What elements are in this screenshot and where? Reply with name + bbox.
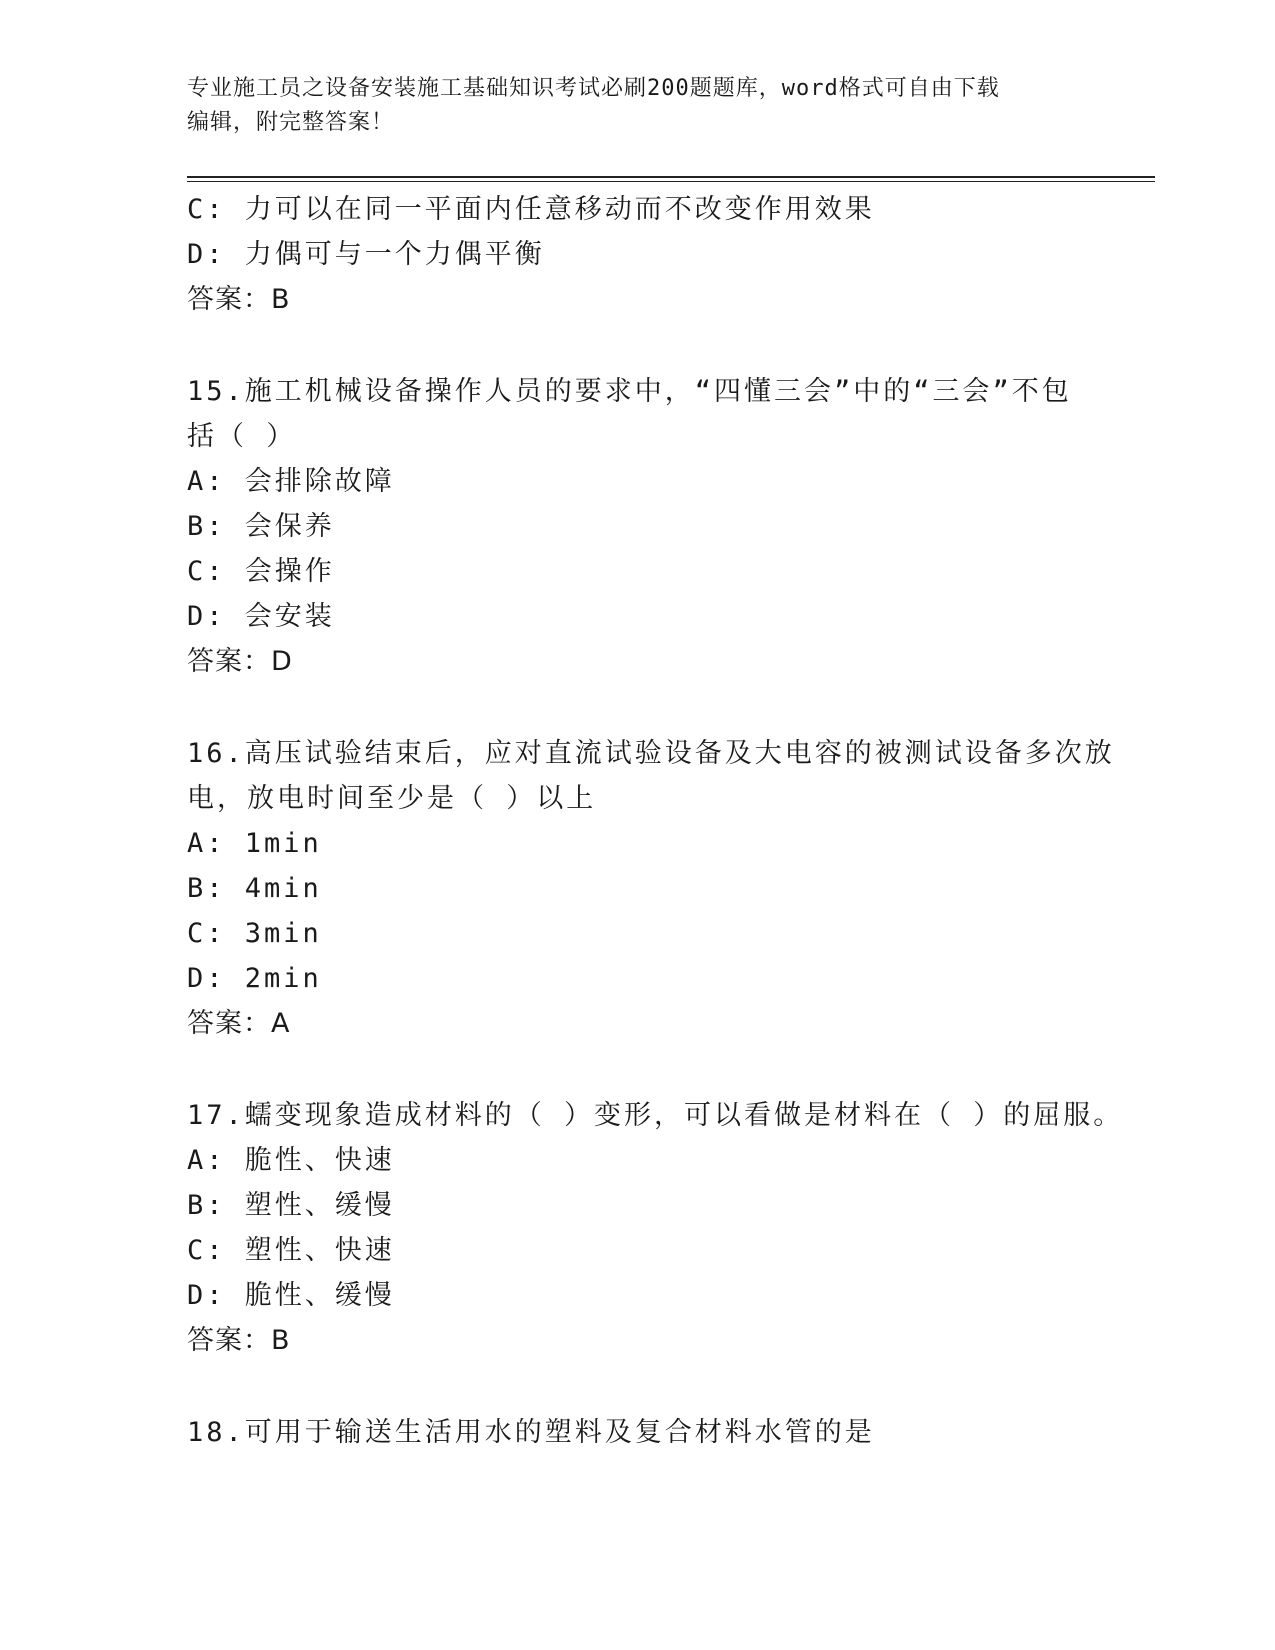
- answer-line: 答案：A: [187, 1008, 291, 1039]
- option-b: B: 塑性、缓慢: [187, 1190, 395, 1221]
- question-text-cont: 括（ ）: [187, 421, 297, 452]
- question-text: 15.施工机械设备操作人员的要求中，“四懂三会”中的“三会”不包: [187, 376, 1072, 407]
- answer-line: 答案：D: [187, 646, 293, 677]
- question-list: [187, 187, 1124, 1455]
- answer-line: 答案：B: [187, 1325, 291, 1356]
- question-text: 18.可用于输送生活用水的塑料及复合材料水管的是: [187, 1417, 875, 1448]
- header-rule-thick: [187, 176, 1155, 178]
- header-line-2: 编辑，附完整答案！: [187, 110, 395, 135]
- option-d: D: 力偶可与一个力偶平衡: [187, 239, 545, 270]
- option-c: C: 3min: [187, 918, 322, 949]
- option-d: D: 会安装: [187, 601, 335, 632]
- header-line-1: 专业施工员之设备安装施工基础知识考试必刷200题题库，word格式可自由下载: [187, 76, 1000, 101]
- option-c: C: 力可以在同一平面内任意移动而不改变作用效果: [187, 194, 875, 225]
- option-a: A: 会排除故障: [187, 466, 395, 497]
- option-c: C: 塑性、快速: [187, 1235, 395, 1266]
- option-d: D: 脆性、缓慢: [187, 1280, 395, 1311]
- answer-line: 答案：B: [187, 284, 291, 315]
- option-d: D: 2min: [187, 963, 322, 994]
- option-a: A: 1min: [187, 828, 322, 859]
- option-a: A: 脆性、快速: [187, 1145, 395, 1176]
- question-18: [187, 1410, 1087, 1455]
- question-text-cont: 电，放电时间至少是（ ）以上: [187, 783, 597, 814]
- question-15: [187, 369, 1087, 684]
- question-17: [187, 1093, 1124, 1363]
- option-b: B: 会保养: [187, 511, 335, 542]
- question-16: [187, 731, 1115, 1046]
- question-14-tail: [187, 187, 1087, 322]
- option-c: C: 会操作: [187, 556, 335, 587]
- question-text: 17.蠕变现象造成材料的（ ）变形，可以看做是材料在（ ）的屈服。: [187, 1100, 1124, 1131]
- document-header: [187, 72, 1087, 140]
- question-text: 16.高压试验结束后，应对直流试验设备及大电容的被测试设备多次放: [187, 738, 1115, 769]
- option-b: B: 4min: [187, 873, 322, 904]
- header-rule-thin: [187, 181, 1155, 182]
